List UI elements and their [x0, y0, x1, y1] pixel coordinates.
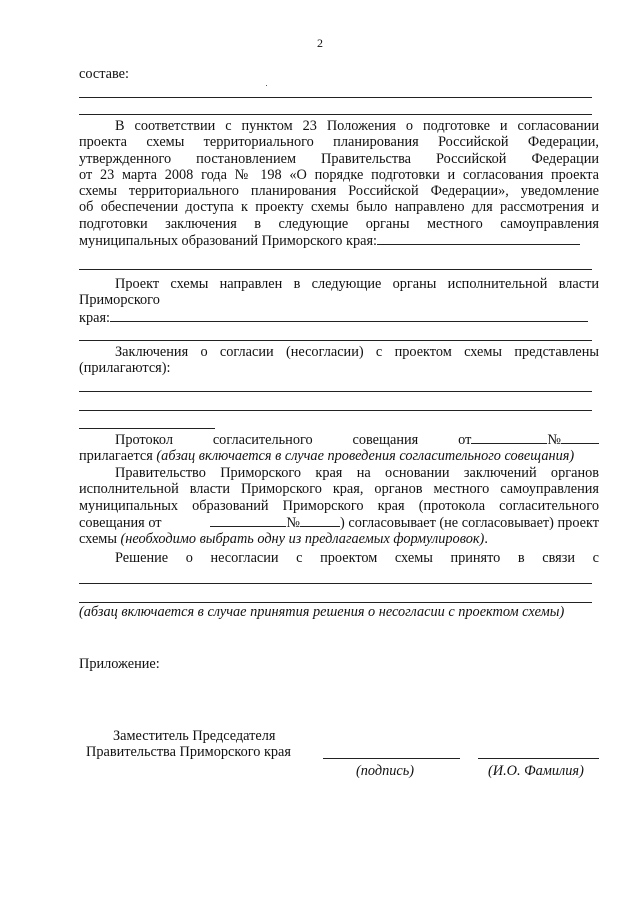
text-normal: .: [484, 531, 488, 548]
number-sign: №: [286, 514, 301, 531]
date-blank: [471, 431, 547, 444]
text-segment: ) согласовывает (не согласовывает) проект: [340, 514, 599, 531]
text-line: муниципальных образований Приморского края (протокола согласительного: [79, 497, 599, 514]
name-line: [478, 758, 599, 759]
blank-line: [79, 340, 592, 341]
line-sostave: составе:: [79, 66, 129, 82]
paragraph-notification: [79, 118, 599, 249]
paragraph-conclusions: [79, 344, 599, 377]
signatory-title-line2: Правительства Приморского края: [86, 744, 291, 760]
blank-line: [79, 583, 592, 584]
blank-line-short: [79, 428, 215, 429]
signatory-title-line1: Заместитель Председателя: [113, 728, 276, 744]
text-line: Приморского: [79, 292, 160, 309]
protocol-word: Протокол: [115, 432, 173, 448]
paragraph-government-decision: [79, 465, 599, 547]
blank-line: [79, 602, 592, 603]
blank-line: [79, 114, 592, 115]
blank-line: [79, 391, 592, 392]
protocol-line: [115, 431, 599, 448]
text-line: В соответствии с пунктом 23 Положения о подготовке и согласовании: [115, 118, 599, 134]
text-line: проекта схемы территориального планирования Российской Федерации,: [79, 134, 599, 151]
signature-caption: (подпись): [356, 763, 415, 779]
text-line: [79, 531, 599, 547]
text-line-with-blank: [79, 309, 599, 326]
number-blank: [561, 431, 599, 444]
text-line: утвержденного постановлением Правительства Российской Федерации: [79, 150, 599, 167]
text-segment: совещания от: [79, 514, 162, 531]
text-normal: схемы: [79, 531, 121, 548]
number-sign: №: [547, 432, 561, 448]
date-blank: [210, 514, 286, 527]
text-line: от 23 марта 2008 года № 198 «О порядке подготовки и согласования проекта: [79, 166, 599, 183]
blank-line: [79, 410, 592, 411]
name-caption: (И.О. Фамилия): [488, 763, 584, 779]
italic-note: (абзац включается в случае проведения согласительного совещания): [156, 448, 575, 464]
text-line: Решение о несогласии с проектом схемы принято в связи с: [115, 550, 599, 566]
protocol-date-group: [458, 431, 599, 448]
blank-line: [79, 269, 592, 270]
text-line: Правительство Приморского края на основании заключений органов: [115, 465, 599, 481]
text-line: об обеспечении доступа к проекту схемы было направлено для рассмотрения и: [79, 199, 599, 216]
text-line: подготовки заключения в следующие органы местного самоуправления: [79, 215, 599, 232]
protocol-word: согласительного: [212, 432, 313, 448]
text-line-with-blanks: [79, 514, 599, 531]
text-line: муниципальных образований Приморского края:: [79, 233, 378, 250]
protocol-word: от: [458, 432, 472, 448]
protocol-line-2: [79, 448, 604, 464]
blank-line: [79, 97, 592, 98]
text-line: Проект схемы направлен в следующие органы исполнительной власти: [115, 276, 599, 292]
text-line: схемы территориального планирования Российской Федерации», уведомление: [79, 183, 599, 200]
text-line: исполнительной власти Приморского края, органов местного самоуправления: [79, 481, 599, 498]
attachment-label: Приложение:: [79, 656, 160, 672]
fill-in-blank: [110, 309, 588, 322]
text-normal: прилагается: [79, 448, 157, 464]
italic-note: (абзац включается в случае принятия решения о несогласии с проектом схемы): [79, 604, 565, 620]
text-line-with-blank: [79, 232, 599, 249]
text-line: края:: [79, 309, 110, 326]
italic-note: (необходимо выбрать одну из предлагаемых формулировок): [120, 531, 485, 548]
text-line: (прилагаются):: [79, 360, 171, 377]
number-blank: [300, 514, 340, 527]
text-line: Заключения о согласии (несогласии) с проектом схемы представлены: [115, 344, 599, 360]
page-number: 2: [317, 36, 323, 50]
protocol-word: совещания: [352, 432, 419, 448]
paragraph-executive-bodies: [79, 276, 599, 326]
signature-line: [323, 758, 460, 759]
fill-in-blank: [377, 232, 580, 245]
scan-speck: [266, 85, 267, 86]
